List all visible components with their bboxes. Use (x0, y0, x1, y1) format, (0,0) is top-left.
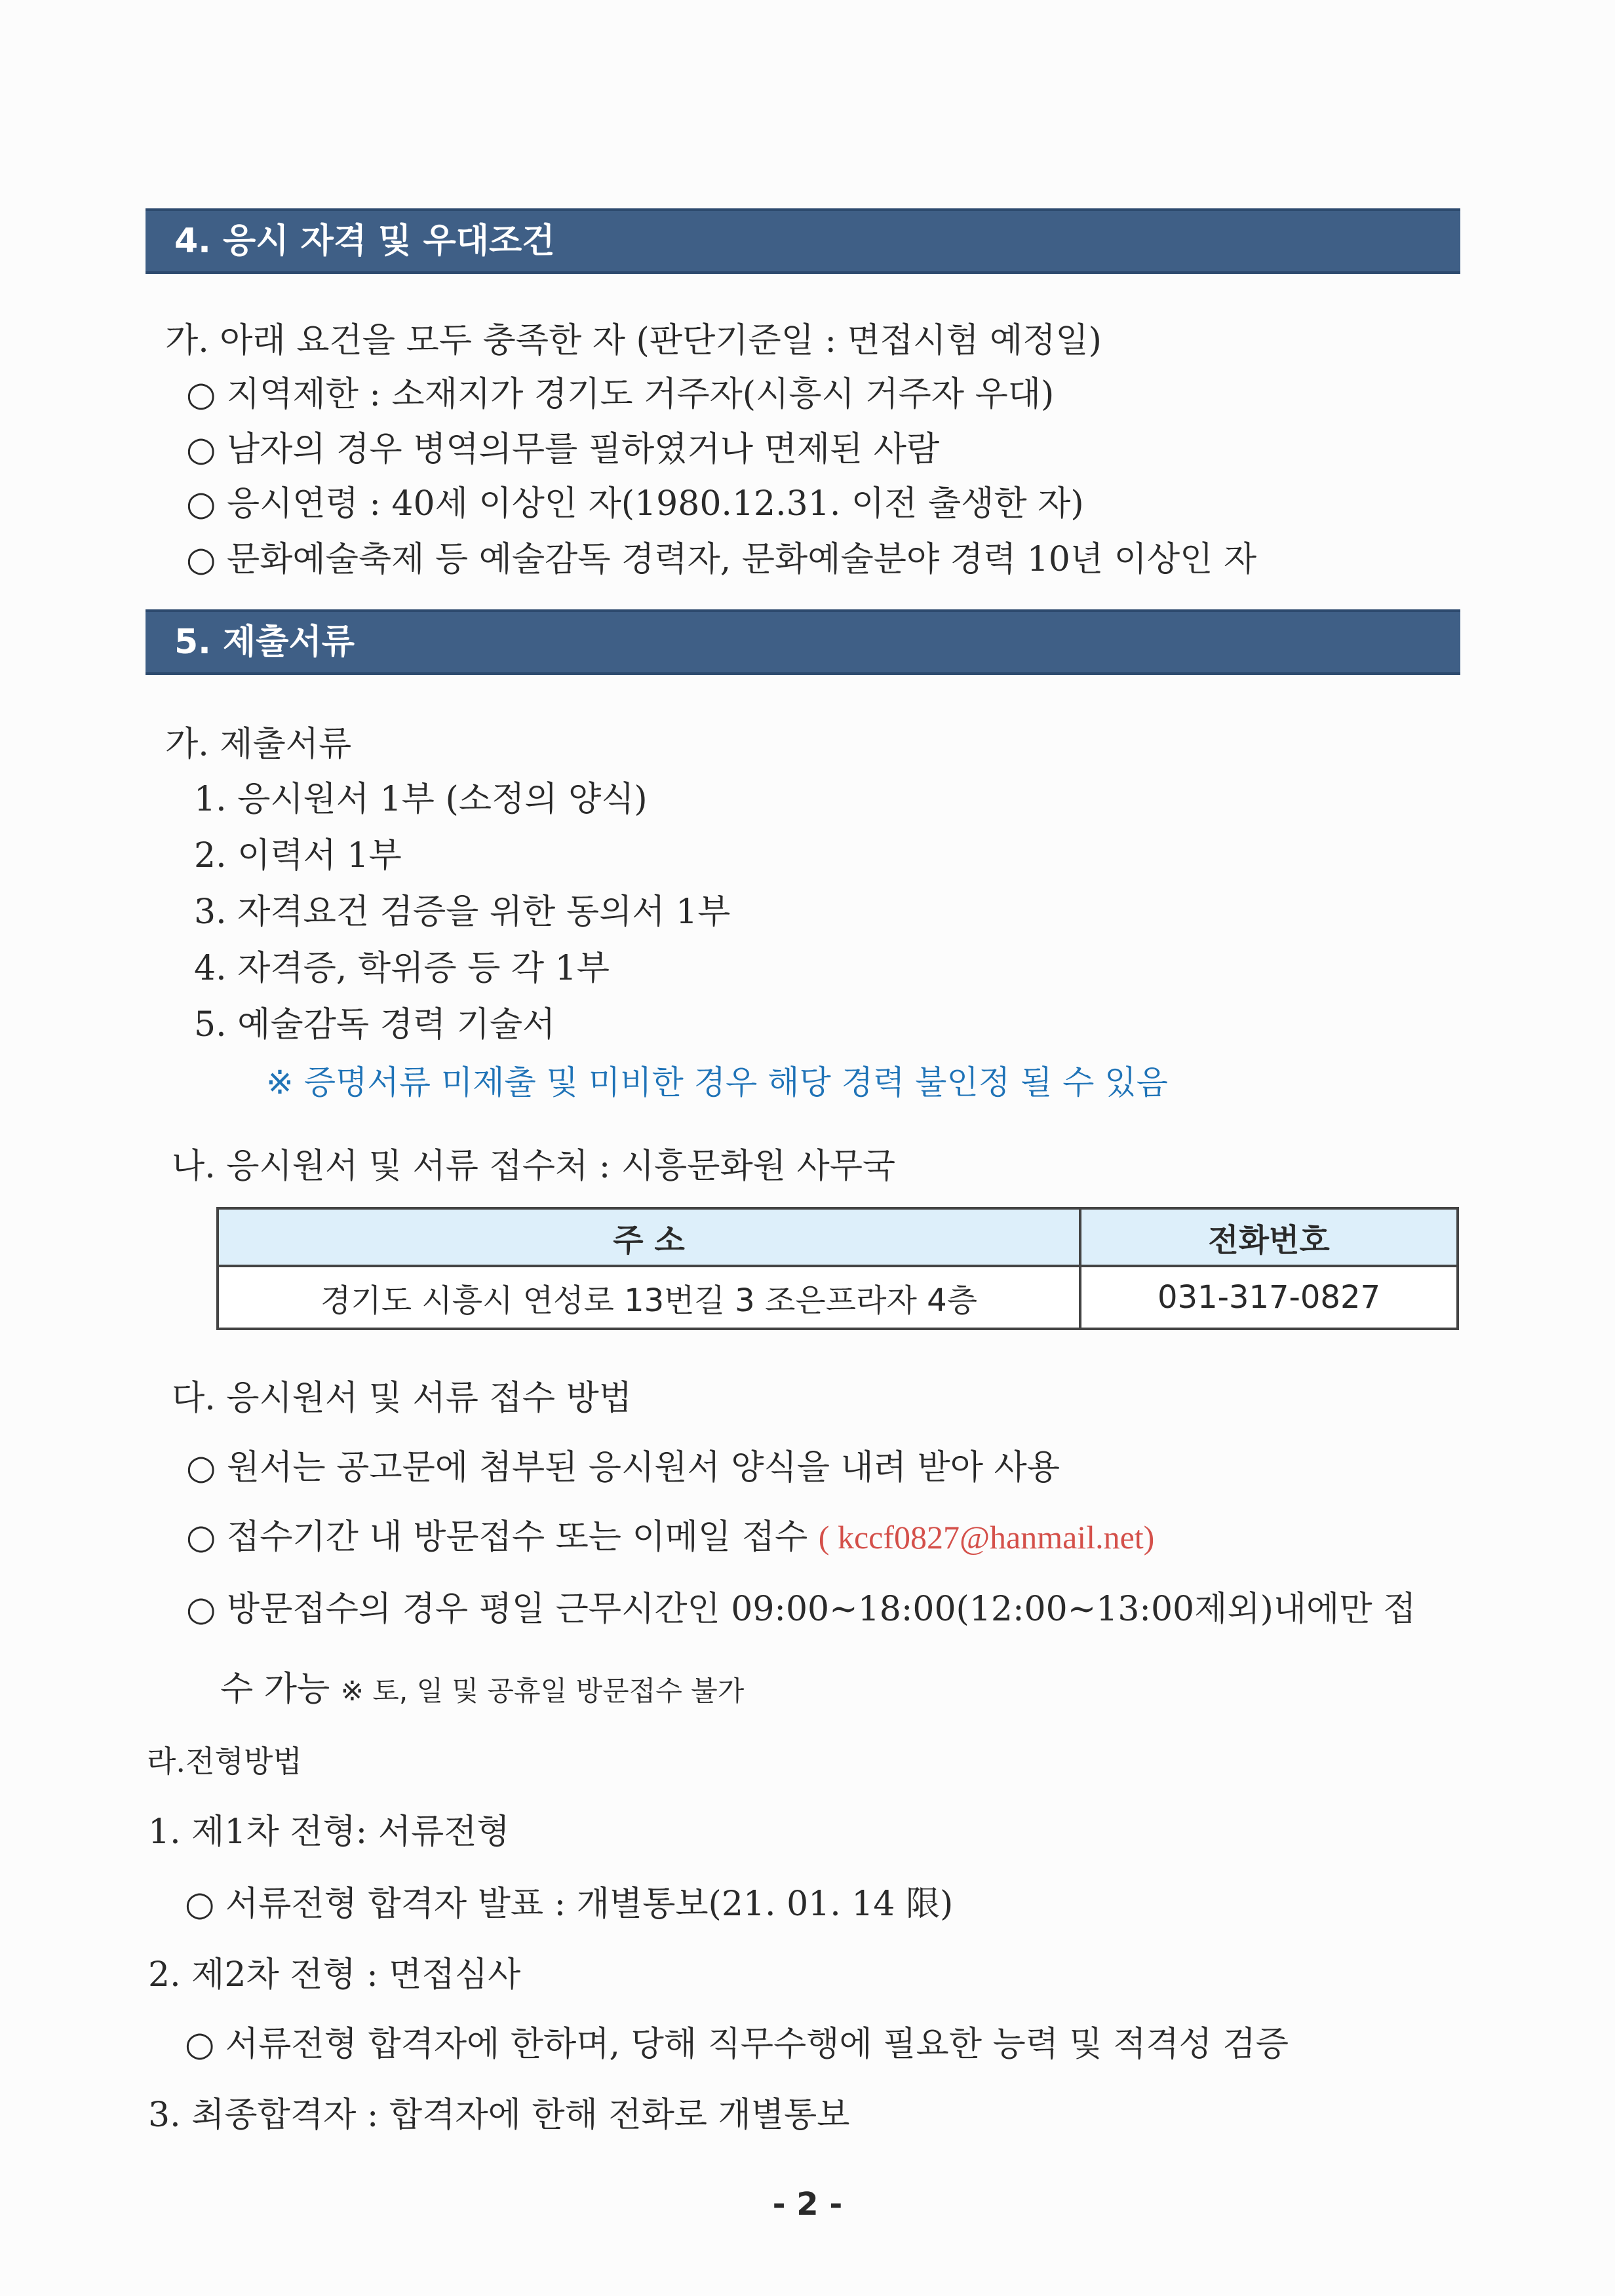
submission-item-3-cont (220, 1668, 744, 1712)
selection-step-2-detail: ○ 서류전형 합격자에 한하며, 당해 직무수행에 필요한 능력 및 적격성 검증 (185, 2025, 1289, 2064)
page-number: - 2 - (772, 2186, 843, 2223)
selection-step-1-detail: ○ 서류전형 합격자 발표 : 개별통보(21. 01. 14 限) (185, 1885, 954, 1924)
selection-step-3: 3. 최종합격자 : 합격자에 한해 전화로 개별통보 (148, 2095, 850, 2135)
document-item-1: 1. 응시원서 1부 (소정의 양식) (194, 780, 648, 819)
eligibility-item-3: ○ 응시연령 : 40세 이상인 자(1980.12.31. 이전 출생한 자) (186, 484, 1084, 524)
document-item-3: 3. 자격요건 검증을 위한 동의서 1부 (194, 892, 731, 932)
document-item-5: 5. 예술감독 경력 기술서 (194, 1005, 556, 1044)
submission-item-2-text: ○ 접수기간 내 방문접수 또는 이메일 접수 (186, 1518, 808, 1557)
submission-item-2 (186, 1516, 1154, 1558)
address-header: 주 소 (218, 1208, 1080, 1266)
submission-item-3-text: 수 가능 (220, 1670, 330, 1709)
eligibility-item-1: ○ 지역제한 : 소재지가 경기도 거주자(시흥시 거주자 우대) (186, 375, 1055, 414)
eligibility-item-4: ○ 문화예술축제 등 예술감독 경력자, 문화예술분야 경력 10년 이상인 자 (186, 540, 1257, 579)
contact-email: ( kccf0827@hanmail.net) (818, 1519, 1155, 1556)
documents-note: ※ 증명서류 미제출 및 미비한 경우 해당 경력 불인정 될 수 있음 (266, 1063, 1168, 1101)
visit-closed-note: ※ 토, 일 및 공휴일 방문접수 불가 (340, 1675, 745, 1707)
section-4-header: 4. 응시 자격 및 우대조건 (146, 208, 1460, 274)
section-5-ra: 라.전형방법 (147, 1744, 302, 1779)
document-item-4: 4. 자격증, 학위증 등 각 1부 (194, 949, 610, 988)
section-5-header: 5. 제출서류 (146, 609, 1460, 675)
reception-table (216, 1207, 1459, 1330)
section-4-ga: 가. 아래 요건을 모두 충족한 자 (판단기준일 : 면접시험 예정일) (165, 321, 1102, 360)
submission-item-1: ○ 원서는 공고문에 첨부된 응시원서 양식을 내려 받아 사용 (186, 1448, 1060, 1487)
phone-cell: 031-317-0827 (1080, 1266, 1458, 1329)
eligibility-item-2: ○ 남자의 경우 병역의무를 필하였거나 면제된 사람 (186, 430, 940, 469)
document-item-2: 2. 이력서 1부 (194, 836, 402, 875)
table-header-row (218, 1208, 1458, 1266)
selection-step-1: 1. 제1차 전형: 서류전형 (148, 1812, 510, 1852)
section-5-da: 다. 응시원서 및 서류 접수 방법 (172, 1379, 632, 1418)
selection-step-2: 2. 제2차 전형 : 면접심사 (148, 1955, 521, 1995)
section-5-ga: 가. 제출서류 (165, 725, 352, 764)
section-5-na: 나. 응시원서 및 서류 접수처 : 시흥문화원 사무국 (172, 1147, 896, 1186)
submission-item-3: ○ 방문접수의 경우 평일 근무시간인 09:00~18:00(12:00~13:00제외)내에만 접 (186, 1590, 1416, 1629)
phone-header: 전화번호 (1080, 1208, 1458, 1266)
address-cell: 경기도 시흥시 연성로 13번길 3 조은프라자 4층 (218, 1266, 1080, 1329)
table-row (218, 1266, 1458, 1329)
